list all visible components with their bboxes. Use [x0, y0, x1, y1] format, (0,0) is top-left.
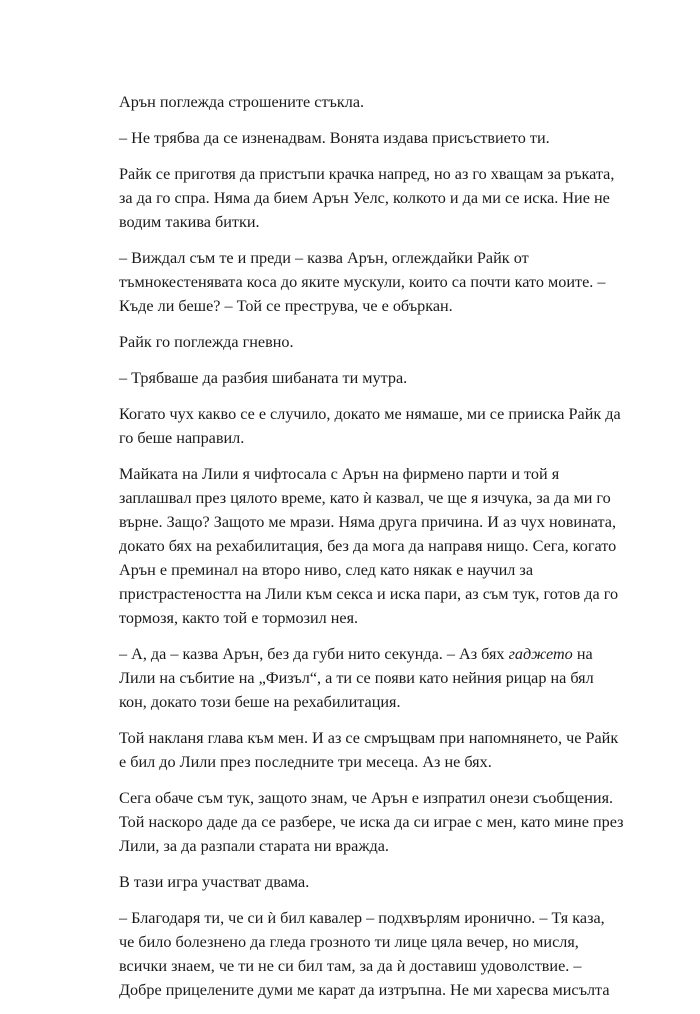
text-line: – Виждал съм те и преди – казва Арън, оглеждайки Райк от: [119, 249, 529, 267]
paragraph: [119, 162, 615, 234]
paragraph: [119, 726, 619, 774]
paragraph: [119, 786, 624, 858]
text-line: Арън поглежда строшените стъкла.: [119, 93, 365, 111]
text-line: Той наскоро даде да се разбере, че иска да си играе с мен, като мине през: [119, 813, 624, 831]
paragraph: [119, 246, 606, 318]
text-line: пристрастеността на Лили към секса и иска пари, аз съм тук, готов да го: [119, 585, 619, 603]
text-line: тормозя, както той е тормозил нея.: [119, 609, 359, 627]
text-segment: – А, да – казва Арън, без да губи нито секунда. – Аз бях: [119, 645, 509, 663]
text-line: Сега обаче съм тук, защото знам, че Арън е изпратил онези съобщения.: [119, 789, 614, 807]
text-segment: на: [572, 645, 593, 663]
paragraph: [119, 462, 619, 630]
paragraph: [119, 402, 621, 450]
text-line: водим такива битки.: [119, 213, 260, 231]
text-line: [119, 642, 593, 666]
paragraph: [119, 90, 589, 114]
text-line: Райк го поглежда гневно.: [119, 333, 294, 351]
text-line: – Трябваше да разбия шибаната ти мутра.: [119, 369, 408, 387]
text-line: докато бях на рехабилитация, без да мога да направя нищо. Сега, когато: [119, 537, 617, 555]
text-line: – Благодаря ти, че си ѝ бил кавалер – подхвърлям иронично. – Тя каза,: [119, 909, 605, 927]
text-line: че било болезнено да гледа грозното ти лице цяла вечер, но мисля,: [119, 933, 579, 951]
text-line: Арън е преминал на второ ниво, след като някак е научил за: [119, 561, 534, 579]
text-line: Лили на събитие на „Физъл“, а ти се появи като нейния рицар на бял: [119, 669, 594, 687]
text-line: заплашвал през цялото време, като ѝ казвал, че ще я изчука, за да ми го: [119, 489, 611, 507]
text-line: Когато чух какво се е случило, докато ме нямаше, ми се прииска Райк да: [119, 405, 621, 423]
paragraph: [119, 642, 594, 714]
text-line: В тази игра участват двама.: [119, 873, 310, 891]
body-text: [119, 90, 624, 1014]
text-line: Добре прицелените думи ме карат да изтръпна. Не ми харесва мисълта: [119, 981, 610, 999]
text-line: е бил до Лили през последните три месеца. Аз не бях.: [119, 753, 492, 771]
text-line: Райк се приготвя да пристъпи крачка напред, но аз го хващам за ръката,: [119, 165, 615, 183]
text-line: го беше направил.: [119, 429, 245, 447]
paragraph: [119, 870, 589, 894]
text-line: Лили, за да разпали старата ни вражда.: [119, 837, 389, 855]
text-line: Той накланя глава към мен. И аз се смръщвам при напомнянето, че Райк: [119, 729, 619, 747]
paragraph: [119, 330, 589, 354]
text-line: – Не трябва да се изненадвам. Вонята издава присъствието ти.: [119, 129, 550, 147]
paragraph: [119, 366, 589, 390]
paragraph: [119, 126, 589, 150]
text-line: за да го спра. Няма да бием Арън Уелс, колкото и да ми се иска. Ние не: [119, 189, 610, 207]
text-line: тъмнокестенявата коса до яките мускули, които са почти като моите. –: [119, 273, 606, 291]
text-line: кон, докато този беше на рехабилитация.: [119, 693, 401, 711]
text-line: всички знаем, че ти не си бил там, за да ѝ доставиш удоволствие. –: [119, 957, 582, 975]
italic-word: гаджето: [508, 645, 573, 663]
text-line: върне. Защо? Защото ме мрази. Няма друга причина. И аз чух новината,: [119, 513, 616, 531]
text-line: Майката на Лили я чифтосала с Арън на фирмено парти и той я: [119, 465, 560, 483]
text-line: Къде ли беше? – Той се преструва, че е объркан.: [119, 297, 453, 315]
